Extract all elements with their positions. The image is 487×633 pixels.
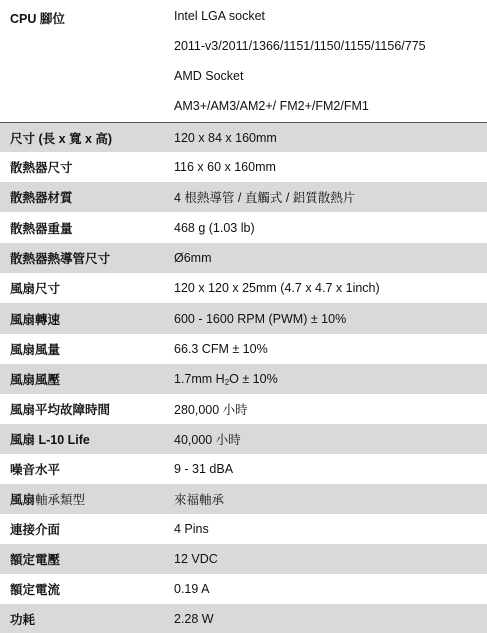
spec-value: 40,000 小時 [174,433,241,447]
spec-row-fan-speed [0,303,487,334]
spec-value: 66.3 CFM ± 10% [174,342,268,356]
spec-label: 散熱器材質 [10,191,73,205]
spec-value: 116 x 60 x 160mm [174,160,276,174]
spec-value [162,372,487,387]
spec-label: 功耗 [10,612,36,627]
spec-value: 4 Pins [174,522,209,536]
spec-label: 尺寸 (長 x 寬 x 高) [10,131,113,146]
spec-value: 來福軸承 [174,493,225,507]
cpu-socket-line-1: Intel LGA socket [174,9,266,23]
pressure-value-suffix: O ± 10% [229,371,278,386]
spec-row-fan-airflow [0,334,487,364]
spec-label: 風扇尺寸 [10,282,61,296]
spec-label: 連接介面 [10,523,61,537]
cpu-socket-label: CPU 腳位 [10,12,65,26]
spec-value: 12 VDC [174,552,218,566]
spec-label: 散熱器重量 [10,221,73,236]
spec-row-rated-current [0,574,487,604]
spec-row-rated-voltage [0,544,487,574]
spec-label: 風扇轉速 [10,312,61,327]
spec-value: 0.19 A [174,582,210,596]
cpu-socket-line-4: AM3+/AM3/AM2+/ FM2+/FM2/FM1 [174,99,369,113]
spec-label: 風扇平均故障時間 [10,403,111,417]
spec-value: 600 - 1600 RPM (PWM) ± 10% [174,311,347,326]
pressure-value-prefix: 1.7mm H [174,371,225,386]
spec-row-fan-mtbf [0,394,487,424]
spec-label: 噪音水平 [10,463,61,477]
spec-value: 9 - 31 dBA [174,462,234,476]
spec-row-dimensions [0,122,487,152]
spec-label: 散熱器尺寸 [10,161,73,175]
spec-row-heatsink-size [0,152,487,182]
spec-row-heatsink-material [0,182,487,212]
spec-row-fan-size [0,273,487,303]
spec-label: 風扇風壓 [10,373,61,387]
spec-row-fan-pressure [0,364,487,394]
spec-label: 風扇 L-10 Life [10,433,90,447]
spec-label: 額定電流 [10,583,61,597]
pressure-value-subscript: 2 [224,377,230,387]
cpu-socket-line-2: 2011-v3/2011/1366/1151/1150/1155/1156/775 [174,39,426,53]
spec-row-fan-l10-life [0,424,487,454]
spec-value: Ø6mm [174,251,212,265]
spec-row-heatsink-weight [0,212,487,243]
spec-row-power-consumption [0,604,487,633]
spec-label: 風扇風量 [10,343,61,357]
bearing-label-light: 軸承類型 [35,493,86,507]
spec-row-heatpipe-size [0,243,487,273]
spec-value: 120 x 120 x 25mm (4.7 x 4.7 x 1inch) [174,281,380,295]
cpu-socket-row [0,0,487,128]
spec-label: 散熱器熱導管尺寸 [10,252,111,266]
spec-value: 4 根熱導管 / 直觸式 / 鋁質散熱片 [174,191,356,205]
spec-row-bearing-type [0,484,487,514]
spec-row-connector [0,514,487,544]
spec-label: 額定電壓 [10,553,61,567]
spec-label [0,490,162,508]
spec-row-noise-level [0,454,487,484]
spec-value: 468 g (1.03 lb) [174,220,255,235]
spec-value: 120 x 84 x 160mm [174,130,277,145]
cpu-socket-line-3: AMD Socket [174,69,244,83]
spec-value: 280,000 小時 [174,403,248,417]
bearing-label-bold: 風扇 [10,493,36,507]
spec-value: 2.28 W [174,611,214,626]
